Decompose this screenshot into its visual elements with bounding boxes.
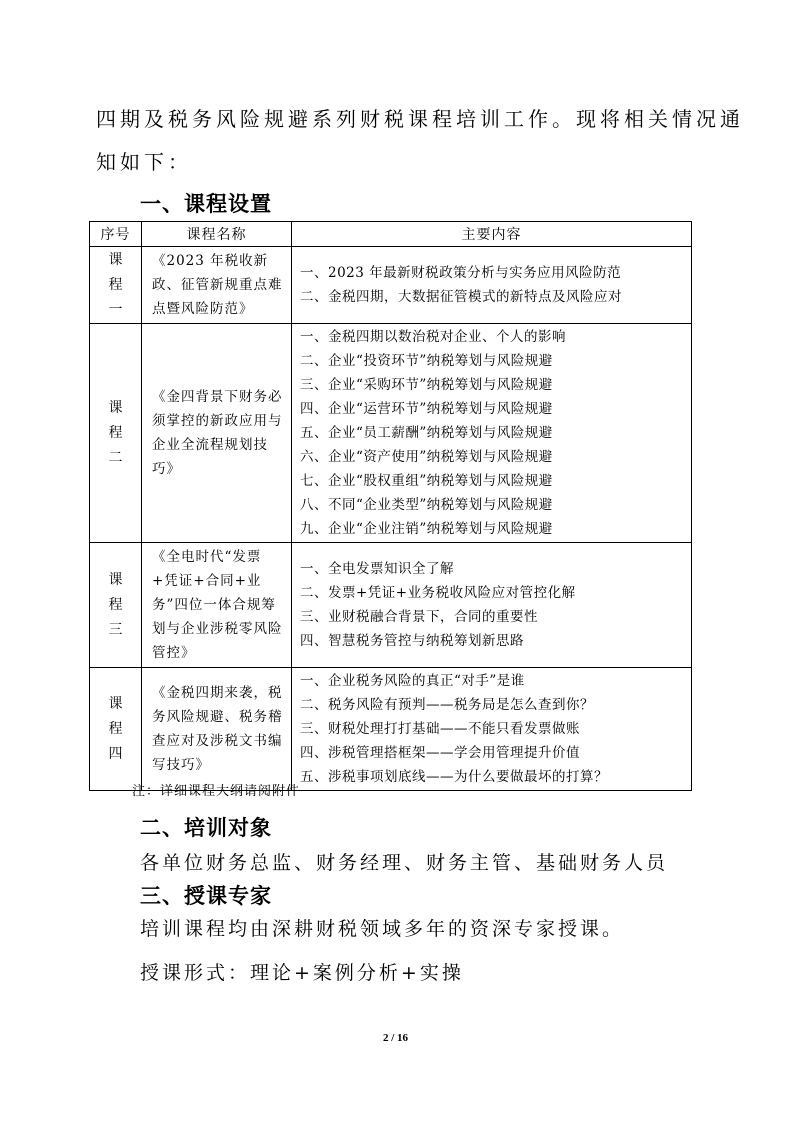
- content-item: 三、财税处理打打基础——不能只看发票做账: [300, 721, 580, 737]
- section-heading-experts: 三、授课专家: [140, 884, 272, 908]
- section-heading-audience: 二、培训对象: [140, 816, 272, 840]
- content-item: 二、发票+凭证+业务税收风险应对管控化解: [300, 585, 576, 601]
- content-item: 四、涉税管理搭框架——学会用管理提升价值: [300, 745, 580, 761]
- content-item: 五、企业“员工薪酬”纳税筹划与风险规避: [300, 425, 553, 441]
- content-item: 八、不同“企业类型”纳税筹划与风险规避: [300, 497, 553, 513]
- intro-line-2: 知如下：: [96, 150, 192, 174]
- content-item: 一、2023 年最新财税政策分析与实务应用风险防范: [300, 265, 622, 281]
- course-number: 课 程 三: [90, 543, 142, 668]
- content-item: 六、企业“资产使用”纳税筹划与风险规避: [300, 449, 553, 465]
- header-no: 序号: [90, 222, 142, 247]
- header-content: 主要内容: [292, 222, 692, 247]
- course-content: [292, 324, 692, 543]
- course-table: [89, 221, 692, 791]
- course-name: 《全电时代“发票+凭证+合同+业务”四位一体合规筹划与企业涉税零风险管控》: [142, 543, 292, 668]
- content-item: 五、涉税事项划底线——为什么要做最坏的打算？: [300, 769, 608, 785]
- table-row-course-3: [90, 543, 692, 668]
- table-note: 注：详细课程大纲请阅附件: [132, 784, 301, 799]
- audience-text: 各单位财务总监、财务经理、财务主管、基础财务人员: [140, 852, 669, 874]
- format-text: 授课形式：理论+案例分析+实操: [140, 962, 464, 984]
- course-number: 课 程 一: [90, 247, 142, 324]
- content-item: 四、企业“运营环节”纳税筹划与风险规避: [300, 401, 553, 417]
- course-number: 课 程 四: [90, 668, 142, 791]
- content-item: 七、企业“股权重组”纳税筹划与风险规避: [300, 473, 553, 489]
- table-row-course-2: [90, 324, 692, 543]
- content-item: 二、企业“投资环节”纳税筹划与风险规避: [300, 353, 553, 369]
- content-item: 二、金税四期，大数据征管模式的新特点及风险应对: [300, 289, 622, 305]
- table-row-course-4: [90, 668, 692, 791]
- course-name: 《金税四期来袭，税务风险规避、税务稽查应对及涉税文书编写技巧》: [142, 668, 292, 791]
- table-row-course-1: [90, 247, 692, 324]
- course-content: [292, 543, 692, 668]
- content-item: 一、全电发票知识全了解: [300, 561, 454, 577]
- table-header-row: [90, 222, 692, 247]
- section-heading-courses: 一、课程设置: [140, 192, 272, 216]
- course-number: 课 程 二: [90, 324, 142, 543]
- content-item: 九、企业“企业注销”纳税筹划与风险规避: [300, 521, 553, 537]
- page-number: 2 / 16: [383, 1032, 409, 1044]
- intro-line-1: 四期及税务风险规避系列财税课程培训工作。现将相关情况通: [96, 107, 744, 131]
- course-name: 《2023 年税收新政、征管新规重点难点暨风险防范》: [142, 247, 292, 324]
- course-content: [292, 668, 692, 791]
- content-item: 二、税务风险有预判——税务局是怎么查到你？: [300, 697, 594, 713]
- experts-text: 培训课程均由深耕财税领域多年的资深专家授课。: [140, 918, 625, 940]
- content-item: 一、金税四期以数治税对企业、个人的影响: [300, 329, 566, 345]
- course-name: 《金四背景下财务必须掌控的新政应用与企业全流程规划技巧》: [142, 324, 292, 543]
- content-item: 四、智慧税务管控与纳税筹划新思路: [300, 633, 524, 649]
- course-content: [292, 247, 692, 324]
- content-item: 一、企业税务风险的真正“对手”是谁: [300, 673, 525, 689]
- content-item: 三、业财税融合背景下，合同的重要性: [300, 609, 538, 625]
- content-item: 三、企业“采购环节”纳税筹划与风险规避: [300, 377, 553, 393]
- header-name: 课程名称: [142, 222, 292, 247]
